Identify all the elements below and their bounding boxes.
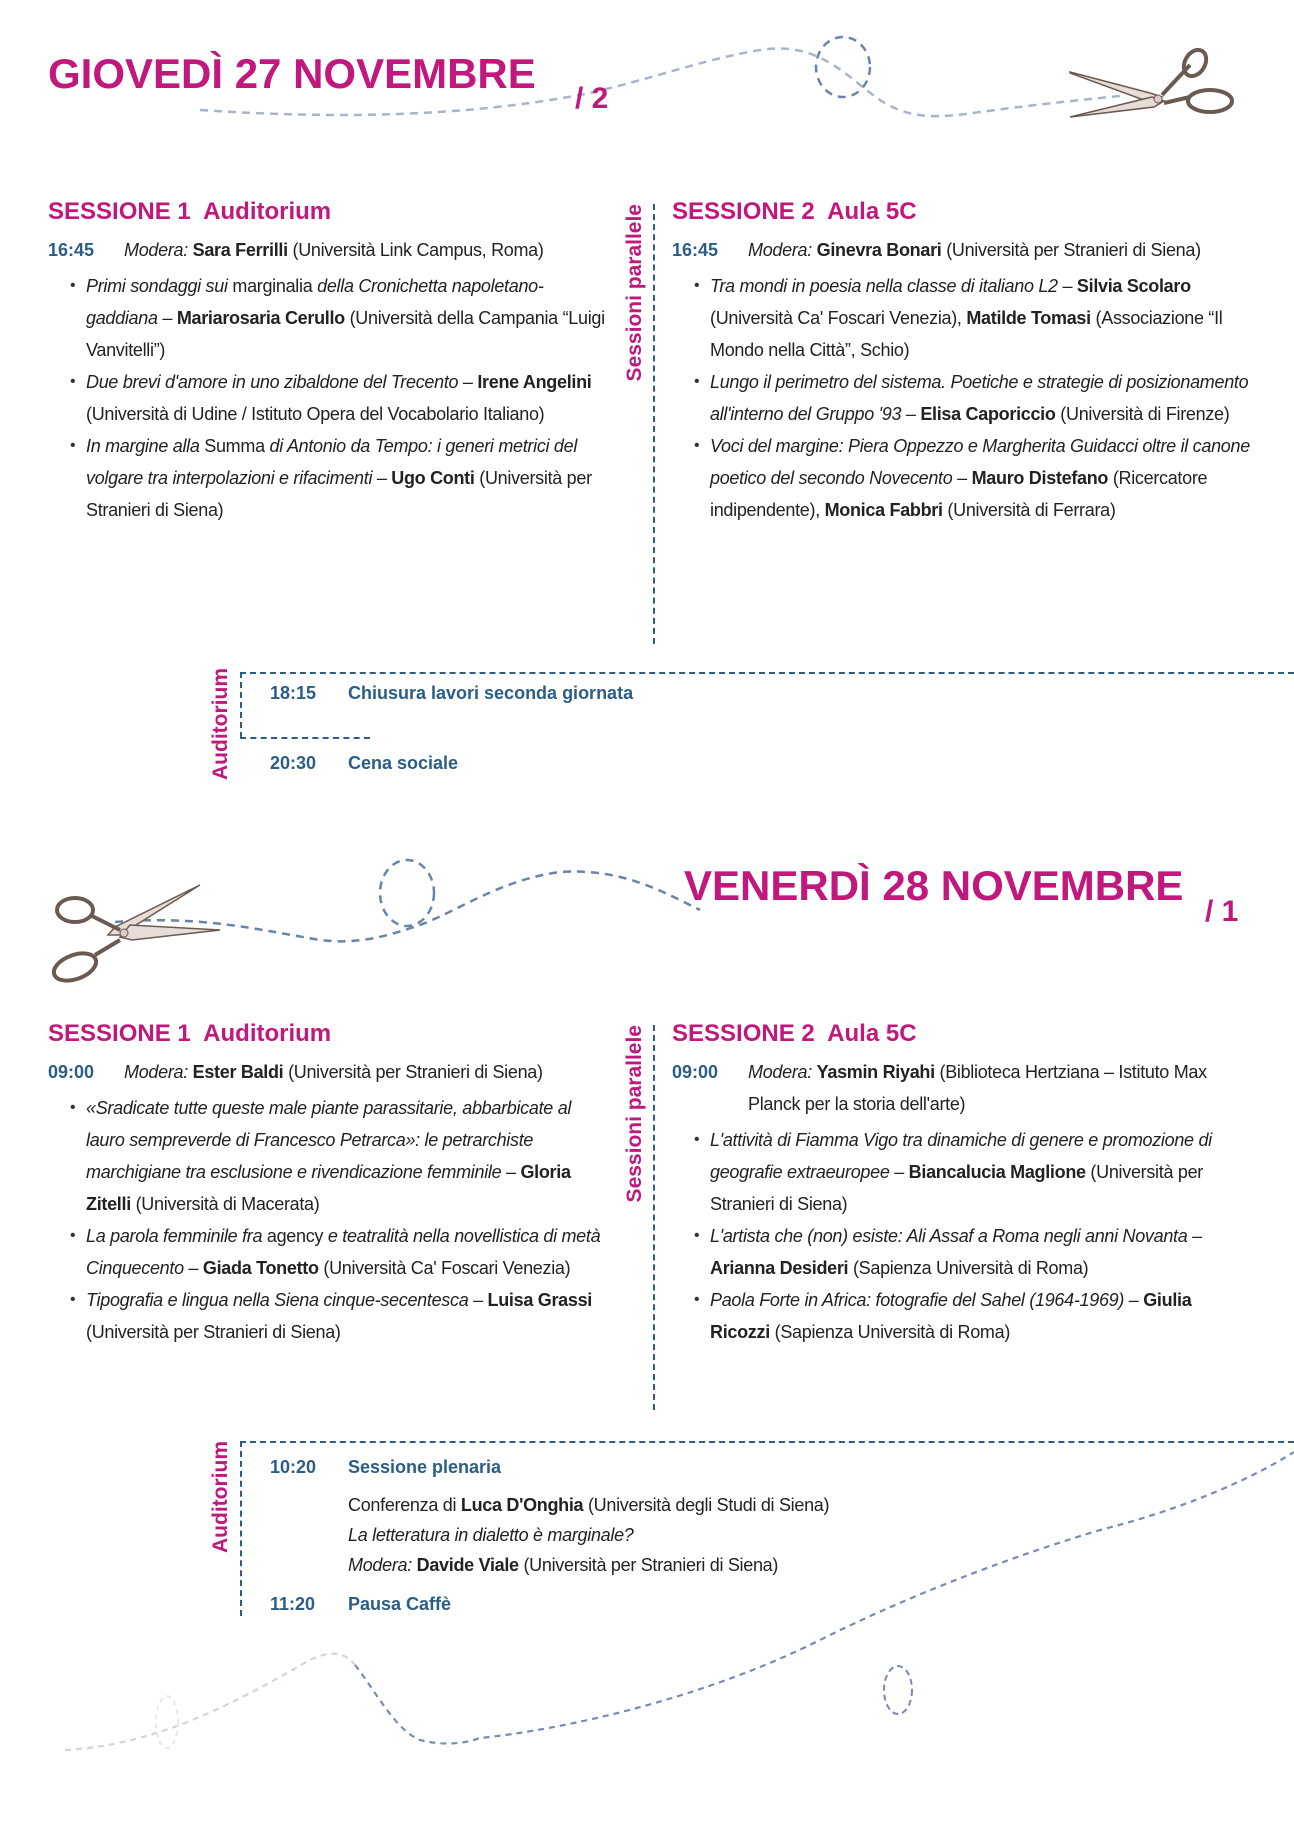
moderator-row [48,1056,613,1088]
day-part-number: / 1 [1205,895,1239,928]
item-time: 11:20 [270,1594,316,1614]
talk-item: • Paola Forte in Africa: fotografie del Sahel (1964-1969) – Giulia Ricozzi (Sapienza Università di Roma) [694,1284,1250,1348]
moderator-name: Ginevra Bonari [816,240,942,260]
session-2-block [672,198,1250,526]
speaker-name: Silvia Scolaro [1076,276,1191,296]
auditorium-label: Auditorium [209,1441,232,1553]
auditorium-frame-bottom [240,737,370,739]
moderator-prefix: Modera: [748,240,812,260]
item-label: Sessione plenaria [348,1457,502,1477]
speaker-name: Elisa Caporiccio [920,404,1056,424]
speaker-name: Monica Fabbri [824,500,943,520]
schedule-item [270,753,458,774]
talk-item: • La parola femminile fra agency e teatralità nella novellistica di metà Cinquecento – Giada Tonetto (Università Ca' Foscari Venezia) [70,1220,613,1284]
session-title: SESSIONE 1 Auditorium [48,1020,332,1047]
speaker-name: Irene Angelini [477,372,592,392]
moderator-name: Davide Viale [416,1555,519,1575]
day-title: GIOVEDÌ 27 NOVEMBRE [48,50,536,97]
session-divider [653,1025,655,1410]
moderator-affiliation: (Università per Stranieri di Siena) [946,240,1201,260]
speaker-name: Ugo Conti [391,468,475,488]
moderator-row [672,234,1250,266]
speaker-name: Mauro Distefano [971,468,1109,488]
talk-item: • Due brevi d'amore in uno zibaldone del Trecento – Irene Angelini (Università di Udine / Istituto Opera del Vocabolario Italiano) [70,366,613,430]
session-1-block [48,198,613,526]
talk-item: • «Sradicate tutte queste male piante parassitarie, abbarbicate al lauro sempreverde di Francesco Petrarca»: le petrarchiste marchigiane tra esclusione e rivendicazione femminile – Gloria Zitelli (Università di Macerata) [70,1092,613,1220]
schedule-item [270,1594,451,1615]
dashed-loop-bottom [884,1666,912,1714]
auditorium-frame-top [240,672,1294,674]
speaker-name: Luisa Grassi [487,1290,592,1310]
item-label: Pausa Caffè [348,1594,452,1614]
talk-item: • Tipografia e lingua nella Siena cinque-secentesca – Luisa Grassi (Università per Stranieri di Siena) [70,1284,613,1348]
parallel-sessions-label: Sessioni parallele [623,1025,646,1203]
dashed-thread-bottom-main [65,1654,355,1750]
schedule-item [270,1457,501,1478]
dashed-loop-middle [380,860,434,926]
speaker-name: Biancalucia Maglione [908,1162,1086,1182]
item-label: Chiusura lavori seconda giornata [348,683,634,703]
item-time: 20:30 [270,753,317,773]
schedule-item [270,683,633,704]
day-part-number: / 2 [575,82,609,115]
session-title: SESSIONE 2 Aula 5C [672,198,917,225]
dashed-thread-middle [115,872,700,942]
speaker-name: Giada Tonetto [202,1258,319,1278]
plenary-title: La letteratura in dialetto è marginale? [348,1525,634,1545]
item-time: 18:15 [270,683,317,703]
auditorium-frame-left [240,672,242,738]
moderator-prefix: Modera: [124,240,188,260]
auditorium-frame-left [240,1441,242,1616]
item-time: 10:20 [270,1457,317,1477]
moderator-name: Ester Baldi [192,1062,284,1082]
speaker-name: Gloria Zitelli [86,1162,571,1214]
scissors-icon [1070,46,1232,117]
speaker-name: Giulia Ricozzi [710,1290,1192,1342]
talk-item: • In margine alla Summa di Antonio da Tempo: i generi metrici del volgare tra interpolazioni e rifacimenti – Ugo Conti (Università per Stranieri di Siena) [70,430,613,526]
talk-item: • L'artista che (non) esiste: Ali Assaf a Roma negli anni Novanta – Arianna Desideri (Sapienza Università di Roma) [694,1220,1250,1284]
session-2-block [672,1020,1250,1348]
moderator-affiliation: (Università Link Campus, Roma) [292,240,544,260]
scissors-icon [50,885,220,986]
talk-item: • Primi sondaggi sui marginalia della Cronichetta napoletano-gaddiana – Mariarosaria Cerullo (Università della Campania “Luigi Vanvitelli”) [70,270,613,366]
item-label: Cena sociale [348,753,459,773]
dashed-loop-top [816,37,870,97]
moderator-affiliation: (Biblioteca Hertziana – Istituto Max Planck per la storia dell'arte) [748,1062,1207,1114]
day-title: VENERDÌ 28 NOVEMBRE [684,862,1184,909]
talk-item: • L'attività di Fiamma Vigo tra dinamiche di genere e promozione di geografie extraeuropee – Biancalucia Maglione (Università per Stranieri di Siena) [694,1124,1250,1220]
speaker-name: Luca D'Onghia [460,1495,584,1515]
speaker-name: Mariarosaria Cerullo [176,308,345,328]
parallel-sessions-label: Sessioni parallele [623,204,646,382]
speaker-name: Arianna Desideri [710,1258,849,1278]
moderator-row [672,1056,1250,1120]
session-time: 16:45 [672,240,719,260]
auditorium-frame-top [240,1441,1294,1443]
talk-item: • Voci del margine: Piera Oppezzo e Margherita Guidacci oltre il canone poetico del secondo Novecento – Mauro Distefano (Ricercatore indipendente), Monica Fabbri (Università di Ferrara) [694,430,1250,526]
talk-item: • Lungo il perimetro del sistema. Poetiche e strategie di posizionamento all'interno del Gruppo '93 – Elisa Caporiccio (Università di Firenze) [694,366,1250,430]
moderator-row [48,234,613,266]
session-title: SESSIONE 1 Auditorium [48,198,332,225]
moderator-prefix: Modera: [124,1062,188,1082]
session-time: 09:00 [48,1062,95,1082]
plenary-moderator: Modera: Davide Viale (Università per Stranieri di Siena) [348,1555,779,1575]
talk-item: • Tra mondi in poesia nella classe di italiano L2 – Silvia Scolaro (Università Ca' Foscari Venezia), Matilde Tomasi (Associazione “Il Mondo nella Città”, Schio) [694,270,1250,366]
session-title: SESSIONE 2 Aula 5C [672,1020,917,1047]
moderator-affiliation: (Università per Stranieri di Siena) [288,1062,543,1082]
moderator-name: Yasmin Riyahi [816,1062,935,1082]
session-time: 16:45 [48,240,95,260]
session-1-block [48,1020,613,1348]
session-time: 09:00 [672,1062,719,1082]
moderator-name: Sara Ferrilli [192,240,288,260]
moderator-prefix: Modera: [748,1062,812,1082]
auditorium-label: Auditorium [209,668,232,780]
session-divider [653,204,655,644]
plenary-conference: Conferenza di Luca D'Onghia (Università degli Studi di Siena) [348,1495,830,1515]
speaker-name: Matilde Tomasi [966,308,1091,328]
